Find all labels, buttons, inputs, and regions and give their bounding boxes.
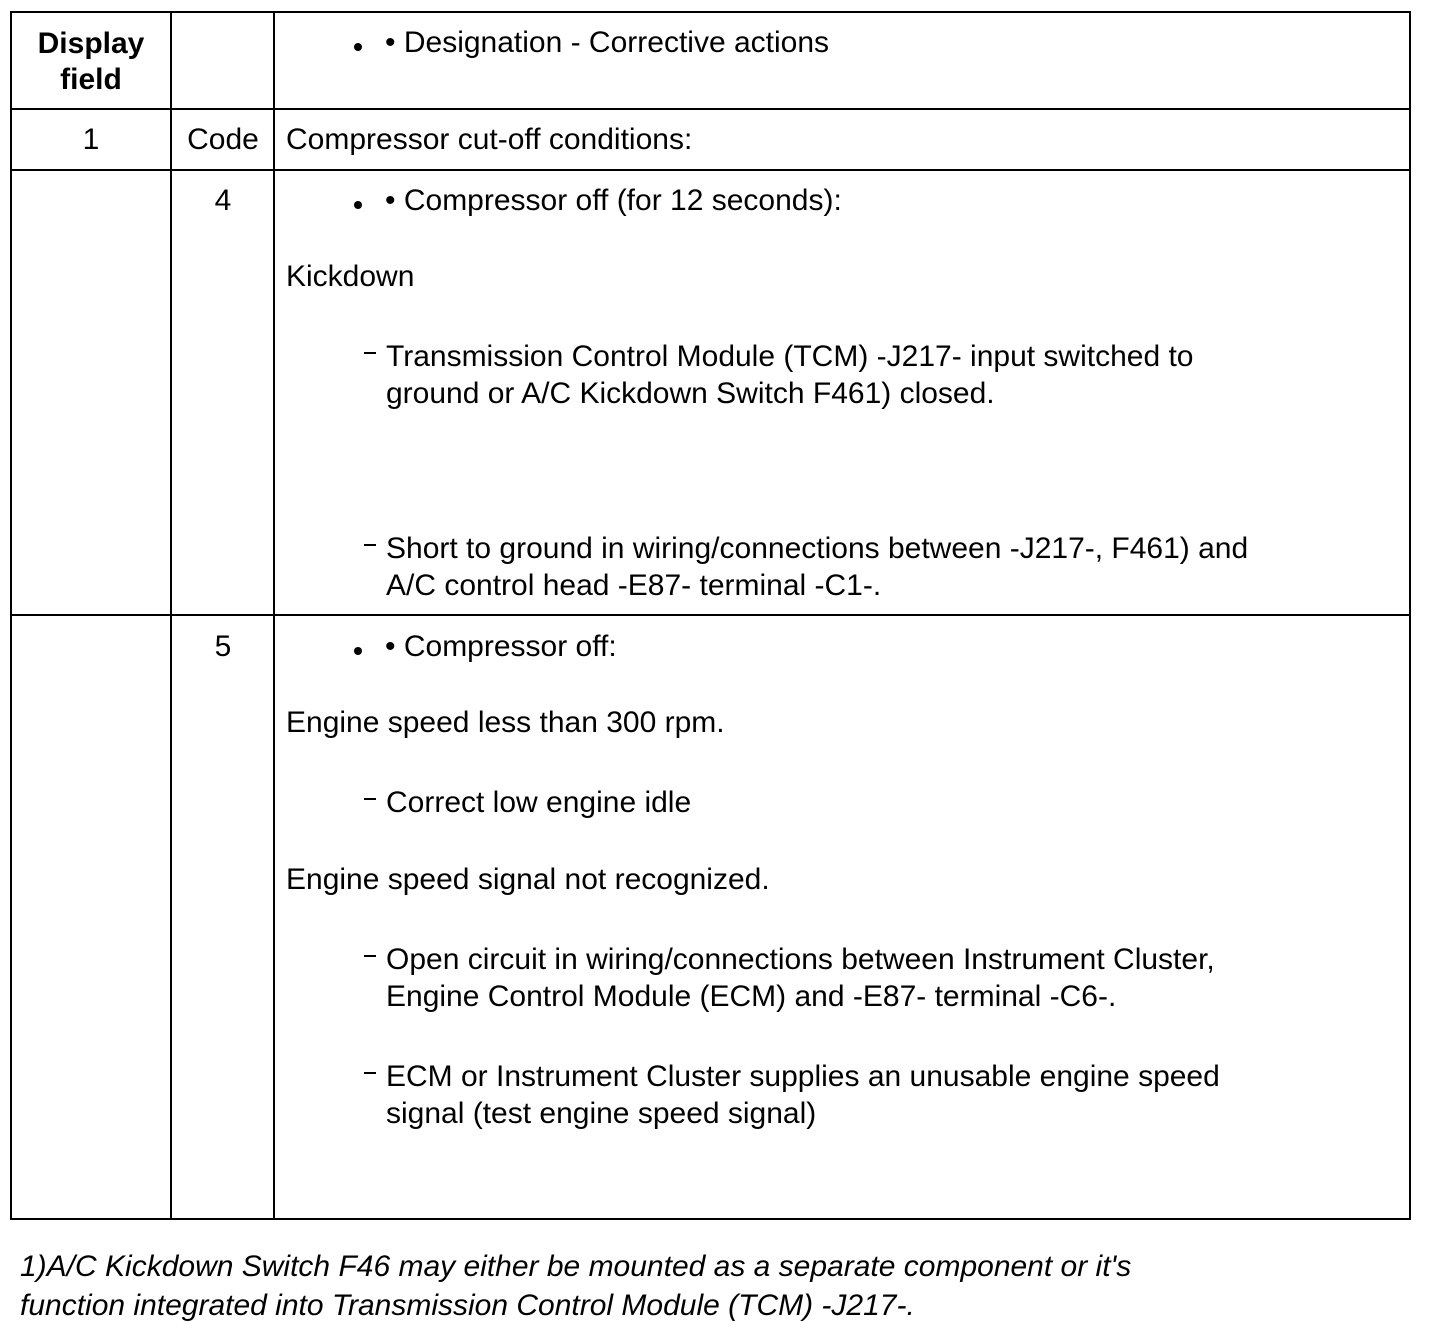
row4-code: 4 — [214, 184, 232, 217]
footnote-line1: 1)A/C Kickdown Switch F46 may either be mounted as a separate component or it's — [20, 1250, 1132, 1283]
row4-action2-line1: Short to ground in wiring/connections between -J217-, F461) and — [386, 532, 1249, 565]
header-designation: • Designation - Corrective actions — [385, 26, 830, 59]
row5-condition2: Engine speed signal not recognized. — [286, 863, 770, 896]
dash-icon — [364, 955, 376, 957]
row4-condition: Kickdown — [286, 260, 415, 293]
row-divider — [10, 108, 1411, 110]
row5-code: 5 — [214, 630, 232, 663]
row-divider — [10, 614, 1411, 616]
row5-action2-line1: Open circuit in wiring/connections between Instrument Cluster, — [386, 943, 1215, 976]
row1-code: Code — [187, 123, 259, 156]
row5-action3-line2: signal (test engine speed signal) — [386, 1097, 817, 1130]
dash-icon — [364, 1072, 376, 1074]
row4-bullet: • Compressor off (for 12 seconds): — [385, 184, 842, 217]
dash-icon — [364, 352, 376, 354]
row5-action1: Correct low engine idle — [386, 786, 692, 819]
bullet-icon — [354, 201, 362, 209]
row5-condition1: Engine speed less than 300 rpm. — [286, 706, 725, 739]
row1-designation: Compressor cut-off conditions: — [286, 123, 693, 156]
bullet-icon — [354, 647, 362, 655]
row1-display-field: 1 — [82, 123, 100, 156]
bullet-icon — [354, 43, 362, 51]
header-display-field: Display field — [37, 27, 145, 96]
row-divider — [10, 169, 1411, 171]
row5-action2-line2: Engine Control Module (ECM) and -E87- terminal -C6-. — [386, 980, 1117, 1013]
row4-action1-line2: ground or A/C Kickdown Switch F461) closed. — [386, 377, 995, 410]
footnote-line2: function integrated into Transmission Control Module (TCM) -J217-. — [20, 1289, 915, 1322]
row5-bullet: • Compressor off: — [385, 630, 617, 663]
row4-action1-line1: Transmission Control Module (TCM) -J217- input switched to — [386, 340, 1194, 373]
row4-action2-line2: A/C control head -E87- terminal -C1-. — [386, 569, 882, 602]
row5-action3-line1: ECM or Instrument Cluster supplies an unusable engine speed — [386, 1060, 1220, 1093]
dash-icon — [364, 798, 376, 800]
dash-icon — [364, 544, 376, 546]
